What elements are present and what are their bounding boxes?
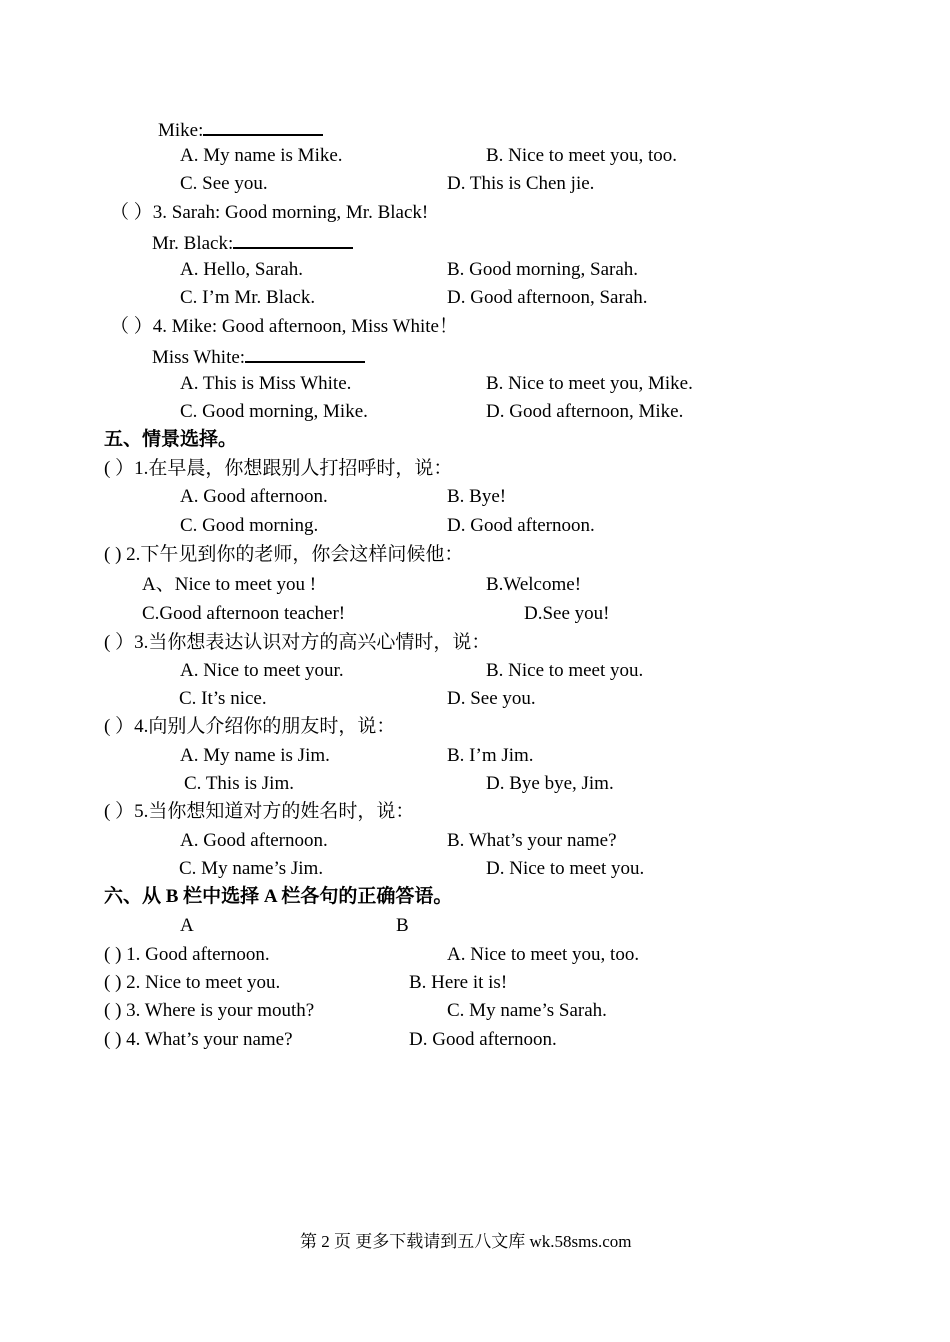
q4-option-a: A. This is Miss White.	[180, 373, 352, 394]
s5-q4-option-c: C. This is Jim.	[184, 773, 294, 794]
q4-option-d: D. Good afternoon, Mike.	[486, 401, 684, 422]
s5-q5-prompt: ( ）5.当你想知道对方的姓名时，说：	[104, 801, 415, 822]
column-b-heading: B	[396, 915, 409, 936]
section6-title: 六、从 B 栏中选择 A 栏各句的正确答语。	[104, 886, 453, 907]
s5-q5-option-b: B. What’s your name?	[447, 830, 617, 851]
q2-option-a: A. My name is Mike.	[180, 145, 343, 166]
q3-answer-blank[interactable]	[233, 229, 353, 249]
s5-q4-option-b: B. I’m Jim.	[447, 745, 534, 766]
match-row-a: ( ) 3. Where is your mouth?	[104, 1000, 315, 1021]
q2-answer-line	[158, 116, 323, 143]
s5-q2-prompt: ( ) 2.下午见到你的老师，你会这样问候他：	[104, 544, 464, 565]
s5-q4-option-a: A. My name is Jim.	[180, 745, 330, 766]
s5-q2-option-c: C.Good afternoon teacher!	[142, 603, 346, 624]
match-row-b: C. My name’s Sarah.	[447, 1000, 607, 1021]
s5-q1-option-b: B. Bye!	[447, 486, 507, 507]
q3-option-a: A. Hello, Sarah.	[180, 259, 303, 280]
s5-q2-option-b: B.Welcome!	[486, 574, 582, 595]
match-row-b: D. Good afternoon.	[409, 1029, 557, 1050]
q3-answer-line	[152, 229, 353, 256]
q4-answer-blank[interactable]	[245, 343, 365, 363]
q3-option-d: D. Good afternoon, Sarah.	[447, 287, 648, 308]
section5-title: 五、情景选择。	[104, 429, 238, 450]
s5-q4-option-d: D. Bye bye, Jim.	[486, 773, 614, 794]
s5-q5-option-c: C. My name’s Jim.	[179, 858, 324, 879]
match-row-b: A. Nice to meet you, too.	[447, 944, 640, 965]
s5-q2-option-d: D.See you!	[524, 603, 610, 624]
s5-q3-prompt: ( ）3.当你想表达认识对方的高兴心情时，说：	[104, 632, 491, 653]
q3-speaker: Mr. Black:	[152, 233, 234, 254]
q3-prompt: （ ）3. Sarah: Good morning, Mr. Black!	[110, 202, 429, 223]
match-row-a: ( ) 1. Good afternoon.	[104, 944, 270, 965]
s5-q3-option-d: D. See you.	[447, 688, 536, 709]
match-row-b: B. Here it is!	[409, 972, 508, 993]
q2-answer-blank[interactable]	[203, 116, 323, 136]
q4-option-b: B. Nice to meet you, Mike.	[486, 373, 693, 394]
q4-answer-line	[152, 343, 365, 370]
s5-q1-option-c: C. Good morning.	[180, 515, 319, 536]
column-a-heading: A	[180, 915, 194, 936]
s5-q3-option-b: B. Nice to meet you.	[486, 660, 644, 681]
q4-option-c: C. Good morning, Mike.	[180, 401, 368, 422]
s5-q5-option-a: A. Good afternoon.	[180, 830, 328, 851]
s5-q3-option-c: C. It’s nice.	[179, 688, 267, 709]
s5-q1-option-d: D. Good afternoon.	[447, 515, 595, 536]
s5-q5-option-d: D. Nice to meet you.	[486, 858, 645, 879]
q3-option-b: B. Good morning, Sarah.	[447, 259, 639, 280]
q4-prompt: （ ）4. Mike: Good afternoon, Miss White！	[110, 316, 458, 337]
s5-q1-prompt: ( ）1.在早晨，你想跟别人打招呼时，说：	[104, 458, 453, 479]
q2-speaker: Mike:	[158, 120, 204, 141]
q2-option-c: C. See you.	[180, 173, 268, 194]
s5-q3-option-a: A. Nice to meet your.	[180, 660, 344, 681]
s5-q1-option-a: A. Good afternoon.	[180, 486, 328, 507]
q2-option-d: D. This is Chen jie.	[447, 173, 595, 194]
match-row-a: ( ) 2. Nice to meet you.	[104, 972, 281, 993]
q4-speaker: Miss White:	[152, 347, 246, 368]
s5-q4-prompt: ( ）4.向别人介绍你的朋友时，说：	[104, 716, 396, 737]
q3-option-c: C. I’m Mr. Black.	[180, 287, 316, 308]
match-row-a: ( ) 4. What’s your name?	[104, 1029, 293, 1050]
page-footer: 第 2 页 更多下载请到五八文库 wk.58sms.com	[300, 1232, 632, 1251]
s5-q2-option-a: A、Nice to meet you !	[142, 574, 317, 595]
q2-option-b: B. Nice to meet you, too.	[486, 145, 678, 166]
